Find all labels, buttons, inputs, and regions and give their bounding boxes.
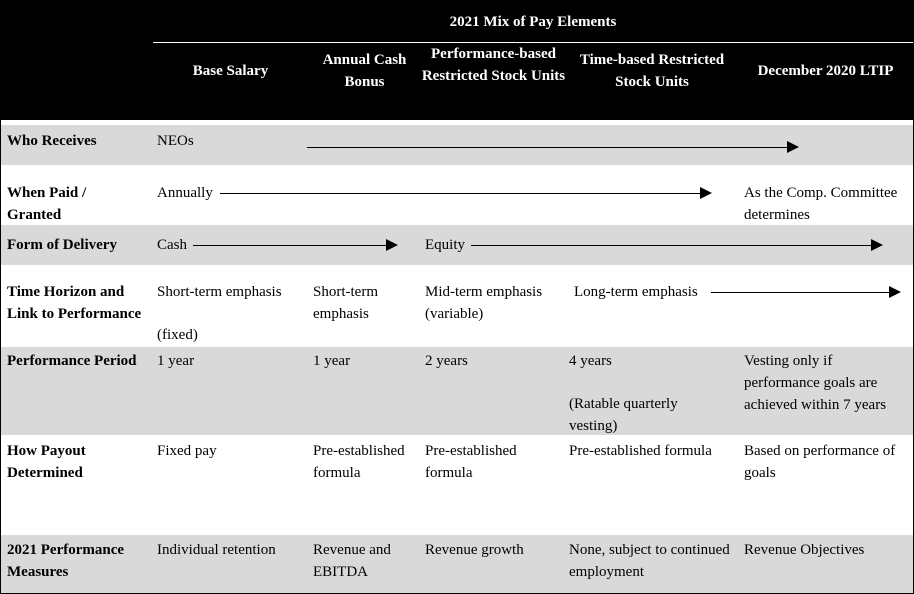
row-label: Performance Period: [7, 353, 137, 369]
cell-psu: Pre-established formula: [425, 443, 517, 481]
cell-base-salary: NEOs: [157, 133, 194, 149]
table-title: 2021 Mix of Pay Elements: [449, 14, 617, 30]
row-label: 2021 Performance Measures: [7, 542, 125, 580]
row-label: Form of Delivery: [7, 237, 117, 253]
col-header-base-salary: Base Salary: [192, 63, 269, 79]
cell-base-salary: Fixed pay: [157, 443, 217, 459]
col-header-december-2020-ltip: December 2020 LTIP: [757, 63, 894, 79]
cell-base-salary: 1 year: [157, 353, 195, 369]
row-when-paid: [1, 177, 913, 225]
arrow-icon: [471, 245, 881, 246]
col-header-time-rsu: Time-based Restricted Stock Units: [579, 52, 725, 90]
row-form-of-delivery: [1, 225, 913, 265]
cell-base-salary-line1: Short-term emphasis: [157, 284, 282, 300]
row-label: How Payout Determined: [7, 443, 86, 481]
row-payout: [1, 435, 913, 535]
row-time-horizon: [1, 265, 913, 347]
cell-ltip: As the Comp. Committee determines: [744, 185, 898, 223]
cell-ltip: Based on performance of goals: [744, 443, 896, 481]
cell-psu: Mid-term emphasis (variable): [425, 284, 543, 322]
cell-bonus: 1 year: [313, 353, 351, 369]
cell-ltip: Revenue Objectives: [744, 542, 865, 558]
row-performance-period: [1, 347, 913, 435]
cell-tsu-line1: 4 years: [569, 353, 612, 369]
cell-base-salary: Annually: [157, 185, 213, 201]
arrow-icon: [711, 292, 899, 293]
arrow-icon: [220, 193, 710, 194]
cell-ltip: Vesting only if performance goals are achieved within 7 years: [744, 353, 887, 413]
cell-bonus: Short-term emphasis: [313, 284, 378, 322]
row-label: Who Receives: [7, 133, 97, 149]
table-header: [1, 1, 913, 120]
row-label: Time Horizon and Link to Performance: [7, 284, 142, 322]
col-header-performance-rsu: Performance-based Restricted Stock Units: [421, 46, 566, 84]
cell-tsu: None, subject to continued employment: [569, 542, 730, 580]
cell-bonus: Revenue and EBITDA: [313, 542, 391, 580]
arrow-icon: [193, 245, 396, 246]
cell-tsu-line2: (Ratable quarterly vesting): [569, 396, 678, 434]
arrow-icon: [307, 147, 797, 148]
cell-tsu: Long-term emphasis: [574, 284, 698, 300]
cell-base-salary-line2: (fixed): [157, 327, 198, 343]
cell-tsu: Pre-established formula: [569, 443, 712, 459]
row-label: When Paid / Granted: [7, 185, 87, 223]
cell-psu: Equity: [425, 237, 465, 253]
cell-base-salary: Cash: [157, 237, 187, 253]
cell-psu: 2 years: [425, 353, 468, 369]
row-performance-measures: [1, 535, 913, 593]
cell-base-salary: Individual retention: [157, 542, 276, 558]
cell-bonus: Pre-established formula: [313, 443, 405, 481]
row-who-receives: [1, 125, 913, 165]
col-header-annual-cash-bonus: Annual Cash Bonus: [322, 52, 407, 90]
cell-psu: Revenue growth: [425, 542, 524, 558]
